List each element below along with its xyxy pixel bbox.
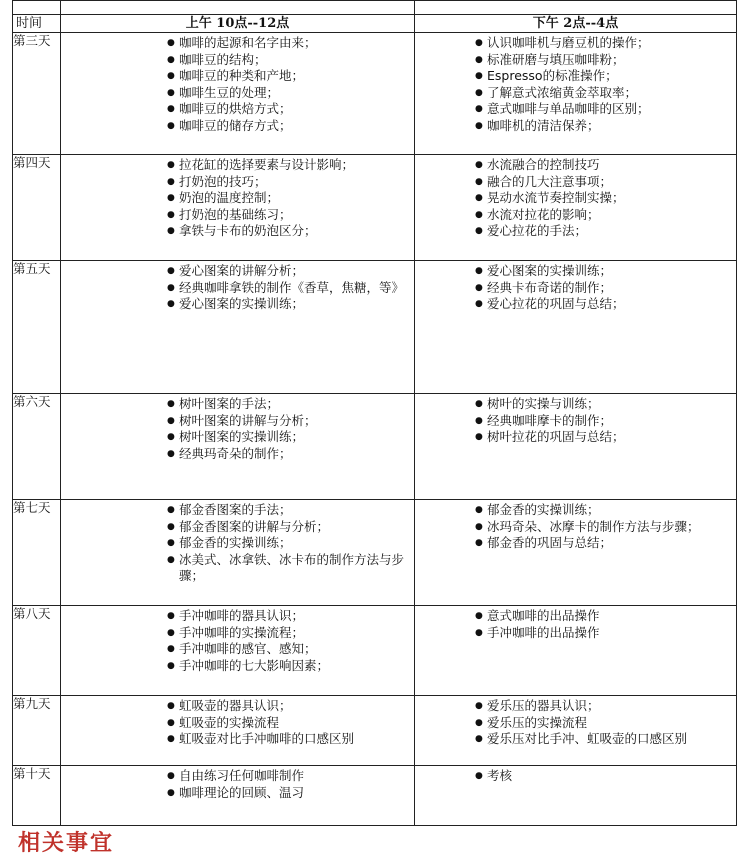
afternoon-item-list	[415, 263, 736, 313]
afternoon-item-list	[415, 698, 736, 748]
list-item: ● 树叶图案的讲解与分析；	[61, 413, 410, 430]
list-item: ● 树叶拉花的巩固与总结；	[415, 429, 732, 446]
table-row	[13, 394, 737, 500]
list-item: ● 咖啡豆的结构；	[61, 52, 410, 69]
afternoon-cell	[415, 155, 737, 261]
morning-cell	[61, 696, 415, 766]
day-label: 第五天	[13, 261, 61, 394]
list-item: ● 咖啡豆的种类和产地；	[61, 68, 410, 85]
list-item: ● 爱心图案的实操训练；	[61, 296, 410, 313]
table-row	[13, 766, 737, 826]
list-item: ● 晃动水流节奏控制实操；	[415, 190, 732, 207]
list-item: ● 咖啡生豆的处理；	[61, 85, 410, 102]
list-item: ● 手冲咖啡的器具认识；	[61, 608, 410, 625]
day-label: 第四天	[13, 155, 61, 261]
list-item: ● 标准研磨与填压咖啡粉；	[415, 52, 732, 69]
list-item: ● 自由练习任何咖啡制作	[61, 768, 410, 785]
afternoon-item-list	[415, 608, 736, 641]
morning-item-list	[61, 157, 414, 240]
table-row	[13, 606, 737, 696]
afternoon-cell	[415, 766, 737, 826]
list-item: ● 咖啡理论的回顾、温习	[61, 785, 410, 802]
list-item: ● 冰玛奇朵、冰摩卡的制作方法与步骤；	[415, 519, 732, 536]
list-item: ● 水流融合的控制技巧	[415, 157, 732, 174]
list-item: ● 打奶泡的基础练习；	[61, 207, 410, 224]
list-item: ● Espresso的标准操作；	[415, 68, 732, 85]
afternoon-cell	[415, 261, 737, 394]
list-item: ● 拉花缸的选择要素与设计影响；	[61, 157, 410, 174]
list-item: ● 爱乐压的实操流程	[415, 715, 732, 732]
list-item: ● 爱心拉花的巩固与总结；	[415, 296, 732, 313]
day-label: 第十天	[13, 766, 61, 826]
list-item: ● 虹吸壶的实操流程	[61, 715, 410, 732]
afternoon-cell	[415, 606, 737, 696]
day-label: 第八天	[13, 606, 61, 696]
list-item: ● 咖啡机的清洁保养；	[415, 118, 732, 135]
list-item: ● 爱乐压对比手冲、虹吸壶的口感区别	[415, 731, 732, 748]
header-afternoon: 下午 2点--4点	[415, 15, 737, 33]
header-time: 时间	[13, 15, 61, 33]
list-item: ● 树叶的实操与训练；	[415, 396, 732, 413]
day-label: 第七天	[13, 500, 61, 606]
list-item: ● 手冲咖啡的感官、感知；	[61, 641, 410, 658]
list-item: ● 融合的几大注意事项；	[415, 174, 732, 191]
list-item: ● 虹吸壶的器具认识；	[61, 698, 410, 715]
morning-item-list	[61, 35, 414, 134]
morning-cell	[61, 606, 415, 696]
morning-item-list	[61, 608, 414, 674]
list-item: ● 考核	[415, 768, 732, 785]
morning-item-list	[61, 768, 414, 801]
list-item: ● 奶泡的温度控制；	[61, 190, 410, 207]
list-item: ● 咖啡豆的烘焙方式；	[61, 101, 410, 118]
list-item: ● 认识咖啡机与磨豆机的操作；	[415, 35, 732, 52]
list-item: ● 郁金香的实操训练；	[415, 502, 732, 519]
morning-cell	[61, 261, 415, 394]
afternoon-item-list	[415, 502, 736, 552]
day-label: 第三天	[13, 33, 61, 155]
morning-cell	[61, 500, 415, 606]
morning-item-list	[61, 263, 414, 313]
list-item: ● 了解意式浓缩黄金萃取率；	[415, 85, 732, 102]
schedule-table	[12, 0, 737, 826]
list-item: ● 爱心图案的实操训练；	[415, 263, 732, 280]
afternoon-item-list	[415, 396, 736, 446]
list-item: ● 郁金香的实操训练；	[61, 535, 410, 552]
list-item: ● 虹吸壶对比手冲咖啡的口感区别	[61, 731, 410, 748]
afternoon-cell	[415, 500, 737, 606]
list-item: ● 郁金香的巩固与总结；	[415, 535, 732, 552]
day-label: 第九天	[13, 696, 61, 766]
list-item: ● 树叶图案的手法；	[61, 396, 410, 413]
list-item: ● 经典咖啡摩卡的制作；	[415, 413, 732, 430]
morning-item-list	[61, 698, 414, 748]
morning-item-list	[61, 502, 414, 585]
list-item: ● 郁金香图案的讲解与分析；	[61, 519, 410, 536]
afternoon-cell	[415, 33, 737, 155]
afternoon-item-list	[415, 35, 736, 134]
header-row	[13, 15, 737, 33]
list-item: ● 手冲咖啡的七大影响因素；	[61, 658, 410, 675]
table-row	[13, 33, 737, 155]
section-title-related-matters: 相关事宜	[18, 831, 115, 856]
list-item: ● 咖啡的起源和名字由来；	[61, 35, 410, 52]
list-item: ● 爱心拉花的手法；	[415, 223, 732, 240]
morning-item-list	[61, 396, 414, 462]
list-item: ● 爱乐压的器具认识；	[415, 698, 732, 715]
header-morning: 上午 10点--12点	[61, 15, 415, 33]
morning-cell	[61, 766, 415, 826]
table-row	[13, 155, 737, 261]
day-label: 第六天	[13, 394, 61, 500]
morning-cell	[61, 394, 415, 500]
table-row	[13, 500, 737, 606]
afternoon-cell	[415, 696, 737, 766]
list-item: ● 冰美式、冰拿铁、冰卡布的制作方法与步骤；	[61, 552, 410, 585]
table-top-stub	[13, 1, 737, 15]
list-item: ● 经典卡布奇诺的制作；	[415, 280, 732, 297]
table-row	[13, 696, 737, 766]
list-item: ● 打奶泡的技巧；	[61, 174, 410, 191]
table-row	[13, 261, 737, 394]
afternoon-cell	[415, 394, 737, 500]
list-item: ● 意式咖啡的出品操作	[415, 608, 732, 625]
list-item: ● 郁金香图案的手法；	[61, 502, 410, 519]
list-item: ● 经典咖啡拿铁的制作《香草，焦糖，等》	[61, 280, 410, 297]
list-item: ● 经典玛奇朵的制作；	[61, 446, 410, 463]
morning-cell	[61, 33, 415, 155]
afternoon-item-list	[415, 157, 736, 240]
afternoon-item-list	[415, 768, 736, 785]
list-item: ● 咖啡豆的储存方式；	[61, 118, 410, 135]
list-item: ● 爱心图案的讲解分析；	[61, 263, 410, 280]
list-item: ● 手冲咖啡的实操流程；	[61, 625, 410, 642]
list-item: ● 拿铁与卡布的奶泡区分；	[61, 223, 410, 240]
list-item: ● 树叶图案的实操训练；	[61, 429, 410, 446]
list-item: ● 意式咖啡与单品咖啡的区别；	[415, 101, 732, 118]
list-item: ● 水流对拉花的影响；	[415, 207, 732, 224]
morning-cell	[61, 155, 415, 261]
list-item: ● 手冲咖啡的出品操作	[415, 625, 732, 642]
